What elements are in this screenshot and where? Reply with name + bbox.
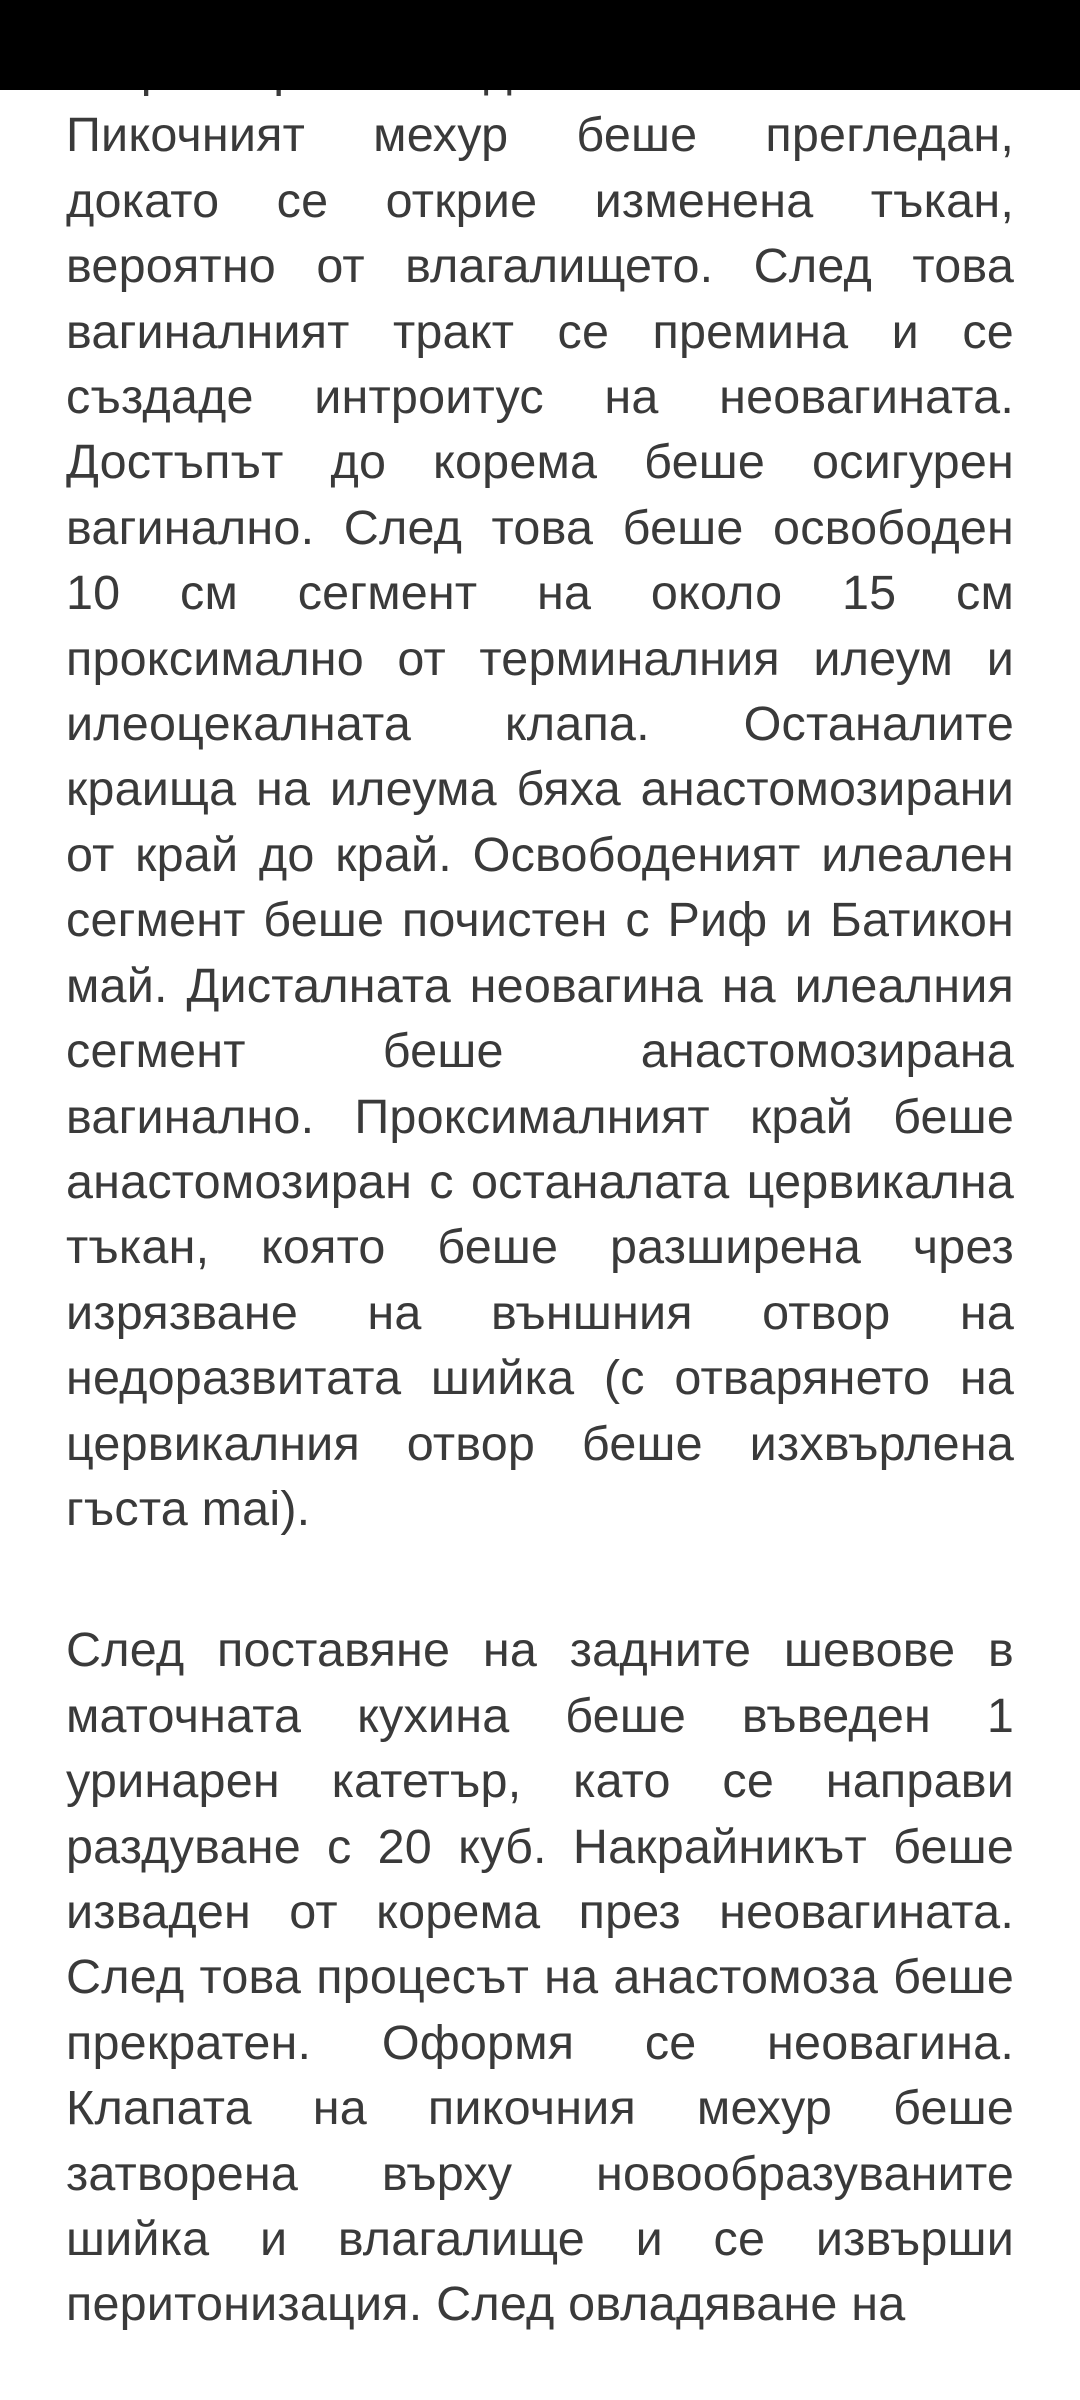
status-bar: [0, 0, 1080, 90]
article-paragraph: Пикочният мехур беше прегледан, докато се открие изменена тъкан, вероятно от влагалището. След това вагиналният тракт се премина и се създаде интроитус на неовагината. Достъпът до корема беше осигурен вагинално. След това беше освободен 10 см сегмент на около 15 см проксимално от терминалния илеум и илеоцекалната клапа. Останалите краища на илеума бяха анастомозирани от край до край. Освободеният илеален сегмент беше почистен с Риф и Батикон май. Дисталната неовагина на илеалния сегмент беше анастомозирана вагинално. Проксималният край беше анастомозиран с останалата цервикална тъкан, която беше разширена чрез изрязване на външния отвор на недоразвитата шийка (с отварянето на цервикалния отвор беше изхвърлена гъста mai).: [66, 108, 1014, 1536]
article-body: [66, 38, 1014, 2338]
article-paragraph: След поставяне на задните шевове в маточната кухина беше въведен 1 уринарен катетър, като се направи раздуване с 20 куб. Накрайникът беше изваден от корема през неовагината. След това процесът на анастомоза беше прекратен. Оформя се неовагина. Клапата на пикочния мехур беше затворена върху новообразуваните шийка и влагалище и се извърши перитонизация. След овладяване на: [66, 1623, 1014, 2332]
